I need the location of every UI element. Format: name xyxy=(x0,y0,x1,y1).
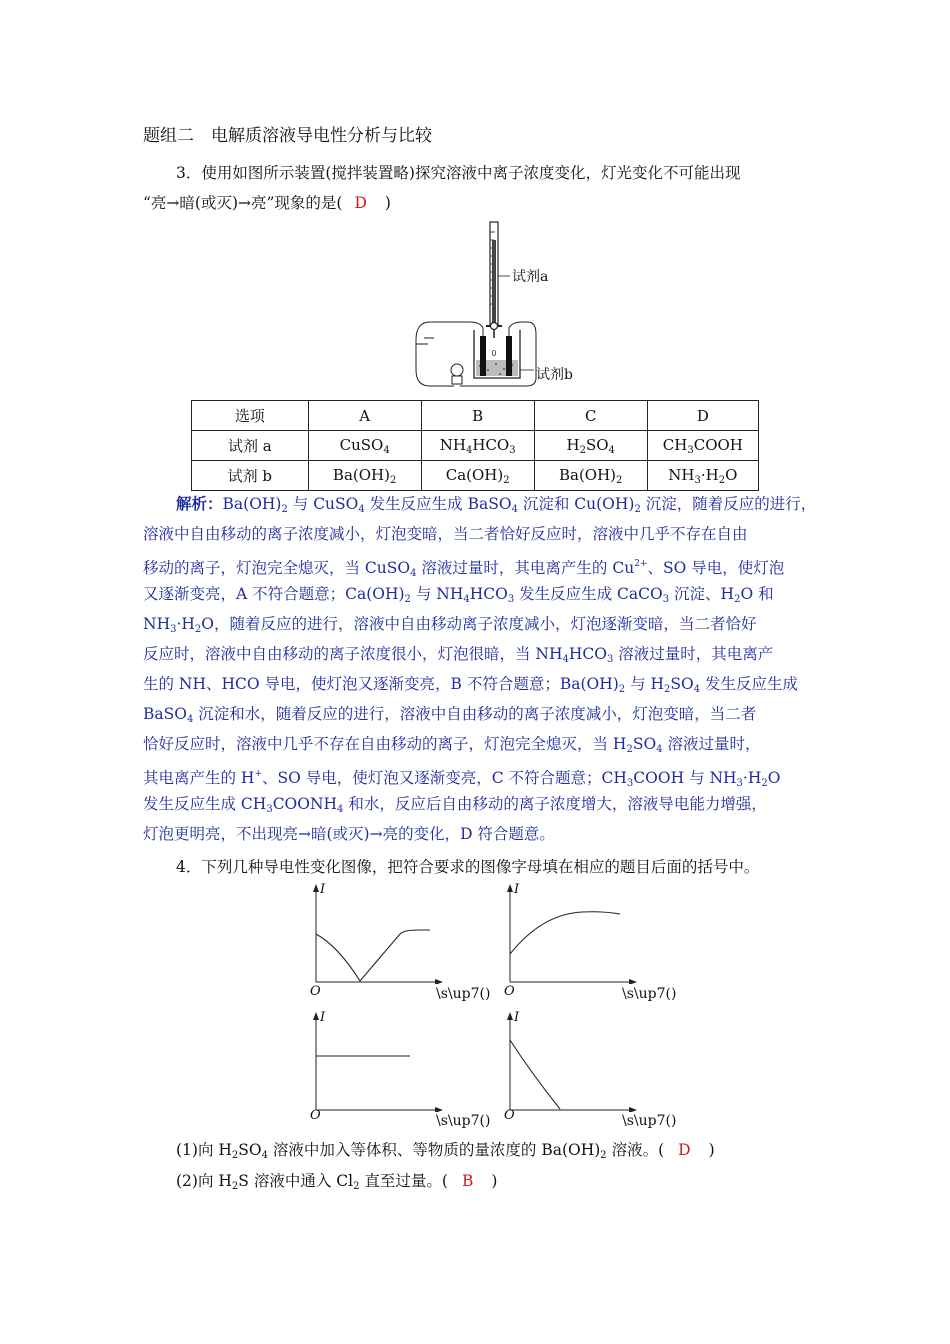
analysis-line-7: 生的 NH、HCO 导电，使灯泡又逐渐变亮，B 不符合题意；$Ba(OH)_2$ 与 $H_2SO_4$ 发生反应生成 xyxy=(143,675,799,695)
analysis-line-5: $NH_3\cdot H_2O$，随着反应的进行，溶液中自由移动离子浓度减小，灯泡逐渐变暗，当二者恰好 xyxy=(143,615,757,635)
row-a-label: 试剂 a xyxy=(192,431,309,461)
section-title: 题组二 电解质溶液导电性分析与比较 xyxy=(143,126,432,146)
analysis-line-9: 恰好反应时，溶液中几乎不存在自由移动的离子，灯泡完全熄灭，当 $H_2SO_4$ 溶液过量时， xyxy=(143,735,761,755)
analysis-line-12: 灯泡更明亮，不出现亮→暗(或灭)→亮的变化，D 符合题意。 xyxy=(143,825,555,843)
analysis-label: 解析： xyxy=(176,494,223,513)
cell-a3: $H_2SO_4$ xyxy=(534,431,647,461)
analysis-line-8: BaSO$_4$ 沉淀和水，随着反应的进行，溶液中自由移动的离子浓度减小，灯泡变暗，当二者 xyxy=(143,705,757,725)
graph-b-y-label: I xyxy=(514,882,520,897)
graph-d-caption: \s\up7() xyxy=(622,1113,677,1129)
graph-d xyxy=(502,1012,637,1112)
row-b-label: 试剂 b xyxy=(192,461,309,491)
reagent-b-label: 试剂b xyxy=(536,367,573,383)
cell-a4: $CH_3COOH$ xyxy=(647,431,758,461)
analysis-line-10: 其电离产生的 H+、SO 导电，使灯泡又逐渐变亮，C 不符合题意；$CH_3COOH$ 与 $NH_3\cdot H_2O$ xyxy=(143,769,781,789)
scale-digit: 0 xyxy=(491,349,497,358)
analysis-line-11: 发生反应生成 $CH_3COONH_4$ 和水，反应后自由移动的离子浓度增大，溶液导电能力增强， xyxy=(143,795,767,815)
q3-line2-prefix: “亮→暗(或灭)→亮”现象的是( xyxy=(143,194,343,212)
graph-b-curve xyxy=(510,912,620,954)
analysis-line-1: 解析：$Ba(OH)_2$ 与 CuSO$_4$ 发生反应生成 BaSO$_4$ 沉淀和 $Cu(OH)_2$ 沉淀，随着反应的进行， xyxy=(176,494,817,515)
graph-a-y-label: I xyxy=(320,882,326,897)
graph-c-y-label: I xyxy=(320,1010,326,1025)
graph-a-caption: \s\up7() xyxy=(436,986,491,1002)
cell-b1: $Ba(OH)_2$ xyxy=(308,461,421,491)
graph-c-origin: O xyxy=(310,1108,321,1123)
header-a: A xyxy=(308,401,421,431)
q3-line1: 3．使用如图所示装置(搅拌装置略)探究溶液中离子浓度变化，灯光变化不可能出现 xyxy=(176,164,741,182)
q4-sub2-answer: B xyxy=(461,1172,474,1190)
analysis-line-4: 又逐渐变亮，A 不符合题意；$Ca(OH)_2$ 与 $NH_4HCO_3$ 发生反应生成 CaCO$_3$ 沉淀、$H_2O$ 和 xyxy=(143,585,774,605)
analysis-line-3: 移动的离子，灯泡完全熄灭，当 CuSO$_4$ 溶液过量时，其电离产生的 $Cu^{2+}$、SO 导电，使灯泡 xyxy=(143,559,785,579)
graph-c xyxy=(308,1012,443,1112)
header-c: C xyxy=(534,401,647,431)
q4-sub2: (2)向 $H_2S$ 溶液中通入 $Cl_2$ 直至过量。( B ) xyxy=(176,1172,498,1192)
analysis-line-6: 反应时，溶液中自由移动的离子浓度很小，灯泡很暗，当 $NH_4HCO_3$ 溶液过量时，其电离产 xyxy=(143,645,774,665)
q4-sub1: (1)向 $H_2SO_4$ 溶液中加入等体积、等物质的量浓度的 $Ba(OH)_2$ 溶液。( D ) xyxy=(176,1141,715,1161)
q4-sub1-answer: D xyxy=(678,1141,691,1159)
q3-answer: D xyxy=(354,194,367,212)
graph-c-caption: \s\up7() xyxy=(436,1113,491,1129)
header-b: B xyxy=(421,401,534,431)
graph-d-origin: O xyxy=(504,1108,515,1123)
table-header-row xyxy=(192,401,759,431)
q4-intro: 4．下列几种导电性变化图像，把符合要求的图像字母填在相应的题目后面的括号中。 xyxy=(176,858,760,876)
header-d: D xyxy=(647,401,758,431)
table-row xyxy=(192,431,759,461)
table-row xyxy=(192,461,759,491)
analysis-line-2: 溶液中自由移动的离子浓度减小，灯泡变暗，当二者恰好反应时，溶液中几乎不存在自由 xyxy=(143,525,748,543)
cell-b2: $Ca(OH)_2$ xyxy=(421,461,534,491)
graph-a-curve xyxy=(316,930,430,981)
q3-line2-suffix: ) xyxy=(384,194,391,212)
header-option: 选项 xyxy=(192,401,309,431)
graph-b xyxy=(502,884,637,984)
q3-line2 xyxy=(143,193,391,213)
options-table xyxy=(191,400,759,491)
graph-a xyxy=(308,884,443,984)
graph-d-curve xyxy=(510,1040,560,1109)
cell-b3: $Ba(OH)_2$ xyxy=(534,461,647,491)
graph-d-y-label: I xyxy=(514,1010,520,1025)
cell-a1: CuSO$_4$ xyxy=(308,431,421,461)
cell-a2: $NH_4HCO_3$ xyxy=(421,431,534,461)
graph-b-caption: \s\up7() xyxy=(622,986,677,1002)
graph-b-origin: O xyxy=(504,984,515,999)
graph-a-origin: O xyxy=(310,984,321,999)
reagent-a-label: 试剂a xyxy=(512,269,549,285)
cell-b4: $NH_3\cdot H_2O$ xyxy=(647,461,758,491)
